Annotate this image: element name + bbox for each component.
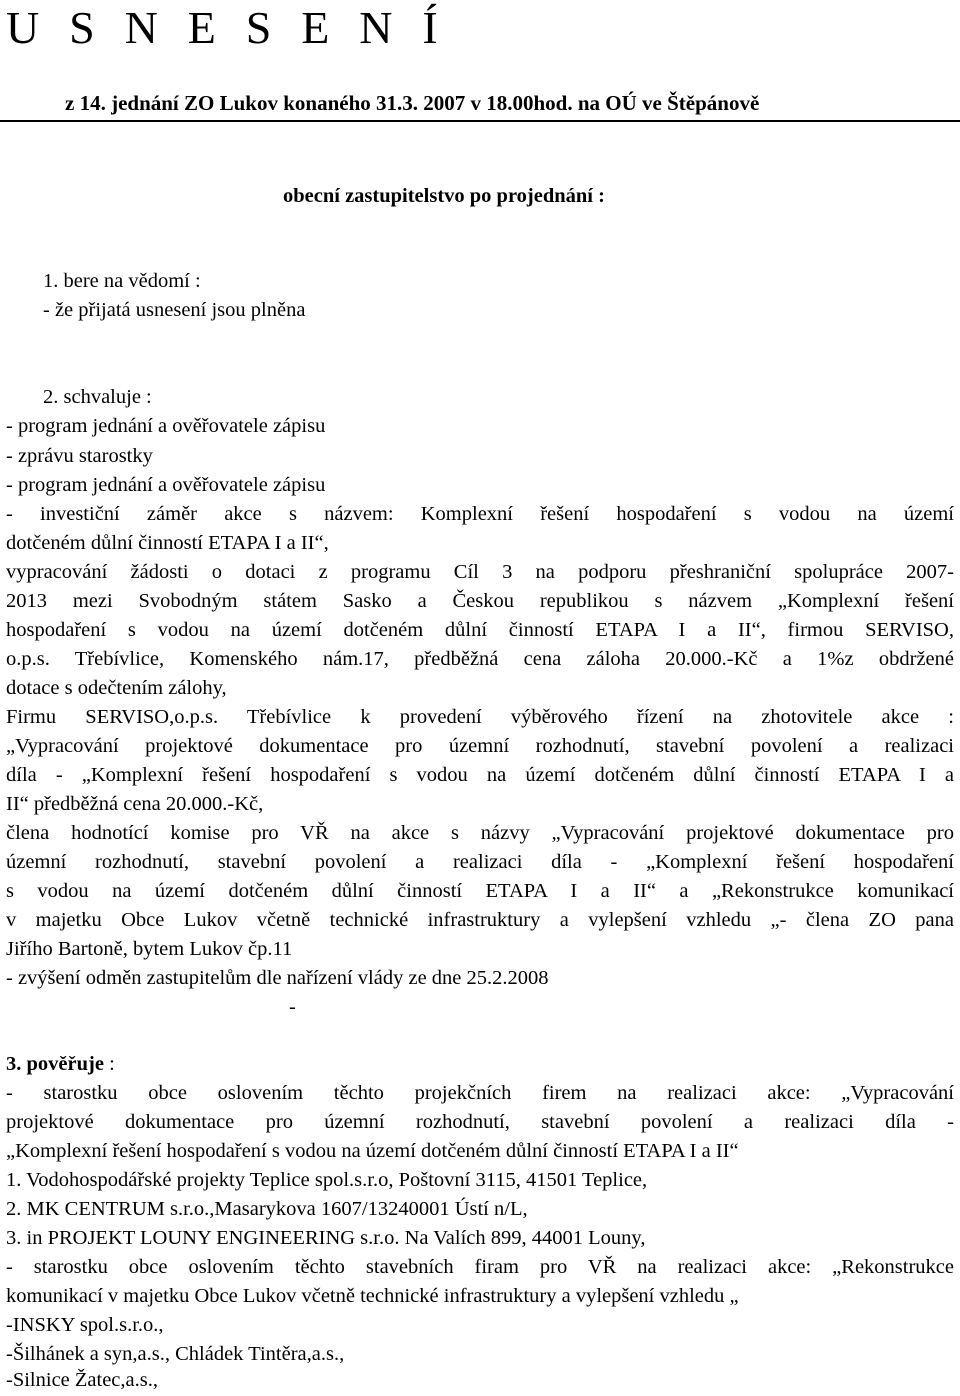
section-2-line: - — [289, 996, 296, 1018]
section-1-item: - že přijatá usnesení jsou plněna — [43, 299, 306, 321]
section-2-line: - program jednání a ověřovatele zápisu — [6, 415, 326, 437]
section-2-line: 2013 mezi Svobodným státem Sasko a Českou republikou s názvem „Komplexní řešení — [6, 590, 954, 612]
section-3-line: -Silnice Žatec,a.s., — [6, 1369, 158, 1391]
section-3-line: 2. MK CENTRUM s.r.o.,Masarykova 1607/13240001 Ústí n/L, — [6, 1198, 528, 1220]
section-2-line: „Vypracování projektové dokumentace pro územní rozhodnutí, stavební povolení a realizaci — [6, 735, 954, 757]
section-3-line: -INSKY spol.s.r.o., — [6, 1314, 164, 1336]
section-2-line: s vodou na území dotčeném důlní činností ETAPA I a II“ a „Rekonstrukce komunikací — [6, 880, 954, 902]
section-1-heading: 1. bere na vědomí : — [43, 270, 201, 292]
section-2-line: dotace s odečtením zálohy, — [6, 677, 227, 699]
section-2-heading: 2. schvaluje : — [43, 386, 152, 408]
section-3-line: -Šilhánek a syn,a.s., Chládek Tintěra,a.s., — [6, 1343, 345, 1365]
section-3-line: - starostku obce oslovením těchto projekčních firem na realizaci akce: „Vypracování — [6, 1082, 954, 1104]
section-3-line: „Komplexní řešení hospodaření s vodou na území dotčeném důlní činností ETAPA I a II“ — [6, 1140, 739, 1162]
section-2-line: - program jednání a ověřovatele zápisu — [6, 474, 326, 496]
section-2-line: - zvýšení odměn zastupitelům dle nařízení vlády ze dne 25.2.2008 — [6, 967, 549, 989]
intro-line: obecní zastupitelstvo po projednání : — [283, 185, 605, 207]
section-2-line: vypracování žádosti o dotaci z programu Cíl 3 na podporu přeshraniční spolupráce 2007- — [6, 561, 954, 583]
document-title: U S N E S E N Í — [6, 2, 447, 53]
section-3-heading-number: 3. pověřuje — [6, 1053, 104, 1075]
section-2-line: člena hodnotící komise pro VŘ na akce s názvy „Vypracování projektové dokumentace pro — [6, 822, 954, 844]
section-2-line: Firmu SERVISO,o.p.s. Třebívlice k provedení výběrového řízení na zhotovitele akce : — [6, 706, 954, 728]
section-2-line: - investiční záměr akce s názvem: Komplexní řešení hospodaření s vodou na území — [6, 503, 954, 525]
title-divider — [0, 120, 960, 122]
section-3-line: - starostku obce oslovením těchto stavebních firam pro VŘ na realizaci akce: „Rekonstrukce — [6, 1256, 954, 1278]
section-2-line: územní rozhodnutí, stavební povolení a realizaci díla - „Komplexní řešení hospodaření — [6, 851, 954, 873]
section-2-line: o.p.s. Třebívlice, Komenského nám.17, předběžná cena záloha 20.000.-Kč a 1%z obdržené — [6, 648, 954, 670]
section-3-heading — [6, 1050, 115, 1079]
section-2-line: v majetku Obce Lukov včetně technické infrastruktury a vylepšení vzhledu „- člena ZO pana — [6, 909, 954, 931]
section-2-line: dotčeném důlní činností ETAPA I a II“, — [6, 532, 329, 554]
section-3-line: komunikací v majetku Obce Lukov včetně technické infrastruktury a vylepšení vzhledu „ — [6, 1285, 739, 1307]
section-2-line: hospodaření s vodou na území dotčeném důlní činností ETAPA I a II“, firmou SERVISO, — [6, 619, 954, 641]
section-2-line: - zprávu starostky — [6, 445, 153, 467]
section-3-line: projektové dokumentace pro územní rozhodnutí, stavební povolení a realizaci díla - — [6, 1111, 954, 1133]
section-3-line: 3. in PROJEKT LOUNY ENGINEERING s.r.o. Na Valích 899, 44001 Louny, — [6, 1227, 646, 1249]
section-2-line: díla - „Komplexní řešení hospodaření s vodou na území dotčeném důlní činností ETAPA I a — [6, 764, 954, 786]
section-2-line: Jiřího Bartoně, bytem Lukov čp.11 — [6, 938, 293, 960]
section-2-line: II“ předběžná cena 20.000.-Kč, — [6, 793, 264, 815]
meeting-subtitle: z 14. jednání ZO Lukov konaného 31.3. 2007 v 18.00hod. na OÚ ve Štěpánově — [65, 91, 760, 115]
section-3-line: 1. Vodohospodářské projekty Teplice spol.s.r.o, Poštovní 3115, 41501 Teplice, — [6, 1169, 648, 1191]
section-3-heading-colon: : — [103, 1053, 115, 1075]
